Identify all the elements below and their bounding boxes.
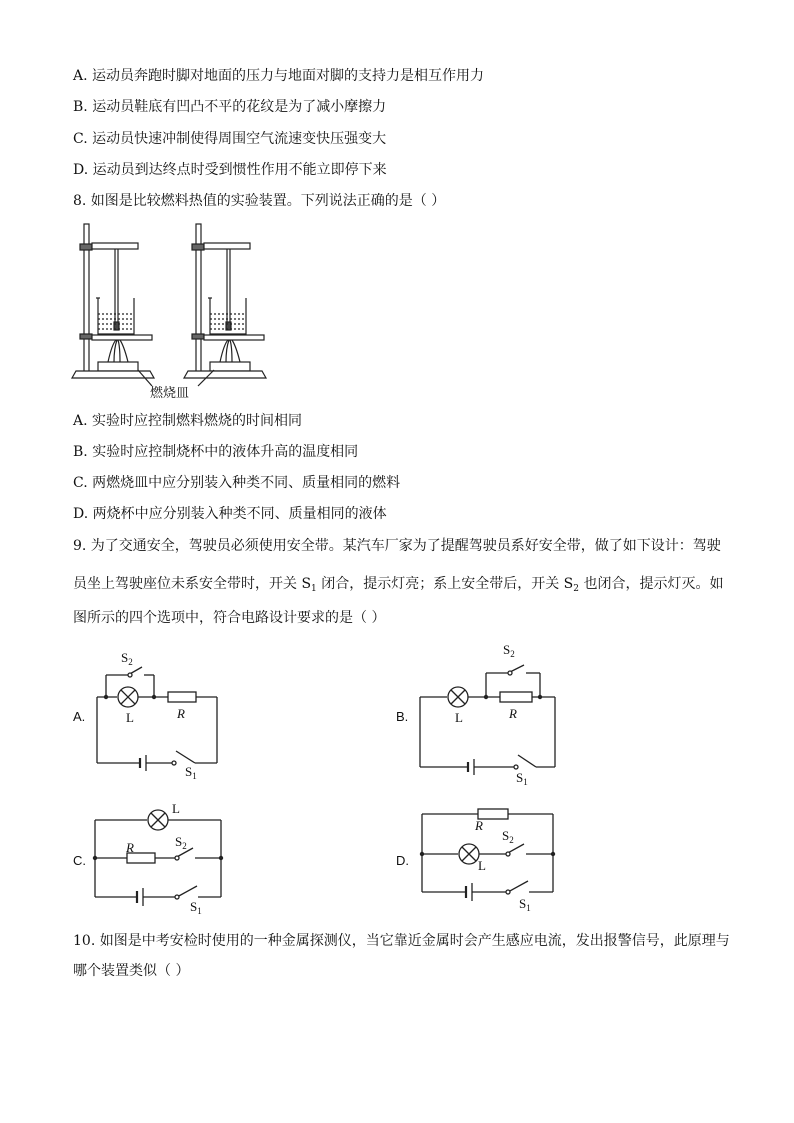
q7-option-c: C. 运动员快速冲制使得周围空气流速变快压强变大 (73, 131, 387, 147)
circuit-option-c (85, 800, 235, 910)
circuit-a-resistor-label: R (177, 706, 185, 721)
circuit-c-letter: C. (73, 853, 86, 868)
circuit-d-s2-label: $S_2$ (502, 828, 514, 845)
q8-option-d: D. 两烧杯中应分别装入种类不同、质量相同的液体 (73, 506, 387, 522)
circuit-d-letter: D. (396, 853, 409, 868)
q7-option-b: B. 运动员鞋底有凹凸不平的花纹是为了减小摩擦力 (73, 99, 387, 115)
burner-dish-label: 燃烧皿 (150, 385, 190, 400)
circuit-option-a (70, 645, 230, 785)
circuit-option-b (412, 645, 572, 785)
circuit-b-s2-label: $S_2$ (503, 642, 515, 659)
circuit-option-d (410, 800, 570, 910)
q7-option-d: D. 运动员到达终点时受到惯性作用不能立即停下来 (73, 162, 387, 178)
q10-stem-line2: 哪个装置类似（ ） (73, 963, 190, 979)
fuel-heat-apparatus-figure (70, 222, 290, 402)
circuit-c-s1-label: $S_1$ (190, 899, 202, 916)
q9-stem-line3: 图所示的四个选项中，符合电路设计要求的是（ ） (73, 610, 386, 626)
circuit-b-lamp-label: L (455, 710, 463, 725)
circuit-d-lamp-label: L (478, 858, 486, 873)
circuit-c-lamp-label: L (172, 801, 180, 816)
circuit-b-resistor-label: R (509, 706, 517, 721)
circuit-a-s1-label: $S_1$ (185, 764, 197, 781)
q8-stem: 8. 如图是比较燃料热值的实验装置。下列说法正确的是（ ） (73, 193, 446, 209)
q8-option-c: C. 两燃烧皿中应分别装入种类不同、质量相同的燃料 (73, 475, 401, 491)
circuit-c-s2-label: $S_2$ (175, 834, 187, 851)
circuit-d-resistor-label: R (475, 818, 483, 833)
q9-stem-line1: 9. 为了交通安全，驾驶员必须使用安全带。某汽车厂家为了提醒驾驶员系好安全带，做了如下设计：驾驶 (73, 538, 721, 554)
circuit-b-letter: B. (396, 709, 409, 724)
q7-option-a: A. 运动员奔跑时脚对地面的压力与地面对脚的支持力是相互作用力 (73, 68, 485, 84)
circuit-d-s1-label: $S_1$ (519, 896, 531, 913)
q8-option-b: B. 实验时应控制烧杯中的液体升高的温度相同 (73, 444, 359, 460)
circuit-a-lamp-label: L (126, 710, 134, 725)
q10-stem-line1: 10. 如图是中考安检时使用的一种金属探测仪，当它靠近金属时会产生感应电流，发出报警信号，此原理与 (73, 933, 730, 949)
circuit-a-letter: A. (73, 709, 86, 724)
q8-option-a: A. 实验时应控制燃料燃烧的时间相同 (73, 413, 303, 429)
q9-stem-line2: 员坐上驾驶座位未系安全带时，开关 $S_1$ 闭合，提示灯亮；系上安全带后，开关 $S_2$ 也闭合，提示灯灭。如 (73, 576, 724, 594)
circuit-b-s1-label: $S_1$ (516, 770, 528, 787)
circuit-a-s2-label: $S_2$ (121, 650, 133, 667)
circuit-c-resistor-label: R (126, 840, 134, 855)
